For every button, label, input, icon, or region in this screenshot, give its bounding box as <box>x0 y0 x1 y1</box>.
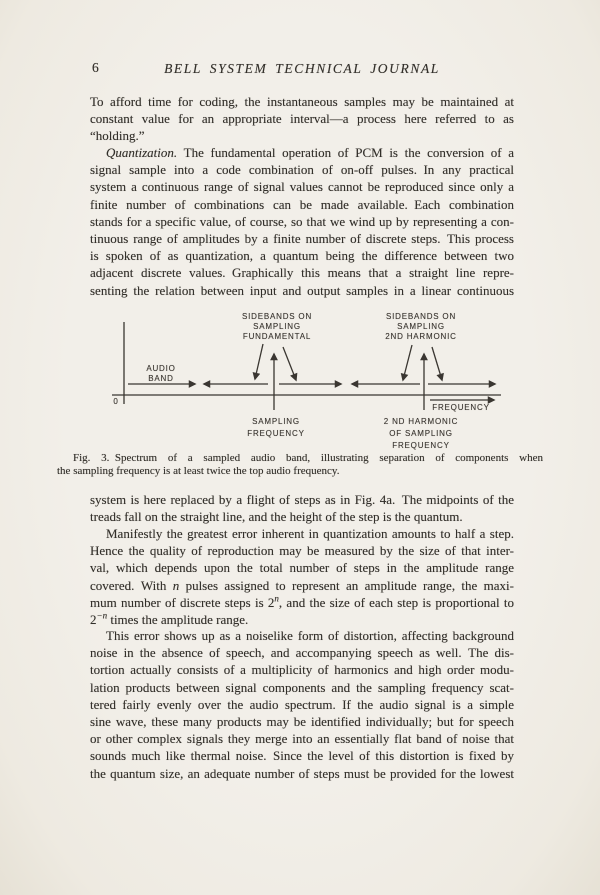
superscript-minus-n: −n <box>96 610 108 621</box>
text-line: val, which depends upon the total number of steps in the amplitude range <box>90 560 514 576</box>
figure-caption <box>57 452 543 477</box>
caption-line: Fig. 3. Spectrum of a sampled audio band, illustrating separation of components when <box>73 452 543 464</box>
svg-text:SAMPLING: SAMPLING <box>252 417 300 426</box>
text-line: finite number of combinations can be made available. Each combination <box>90 196 514 212</box>
text-line: system a continuous range of signal values cannot be reproduced since only a <box>90 179 514 195</box>
paragraph-quantization-error <box>90 525 514 628</box>
svg-text:BAND: BAND <box>148 374 174 383</box>
callout-arrow <box>255 344 263 379</box>
text-line: is spoken of as quantization, a quantum being the difference between two <box>90 248 514 264</box>
paragraph-noise-distortion <box>90 627 514 782</box>
text-line: the quantum size, an adequate number of steps must be provided for the lowest <box>90 765 514 781</box>
paragraph-quantization <box>90 144 514 299</box>
text-line: This error shows up as a noiselike form of distortion, affecting background <box>106 628 514 643</box>
sidebands-harmonic-label <box>385 312 456 341</box>
text-line: mum number of discrete steps is 2$^n$, and the size of each step is proportional to <box>90 593 514 610</box>
text-line: Quantization. The fundamental operation of PCM is the conversion of a <box>106 145 514 160</box>
svg-text:FUNDAMENTAL: FUNDAMENTAL <box>242 332 312 341</box>
axis-origin-label: 0 <box>113 397 119 406</box>
text-line: tinuous range of amplitudes by a finite number of discrete steps. This process <box>90 231 514 247</box>
text-line: $2^{-n}$ times the amplitude range. <box>90 610 249 628</box>
audio-band-label <box>146 364 175 383</box>
text-line: tered fairly evenly over the audio spectrum. If the audio signal is a simple <box>90 696 514 712</box>
svg-text:OF SAMPLING: OF SAMPLING <box>389 429 453 438</box>
text-line: system is here replaced by a flight of steps as in Fig. 4a. The midpoints of the <box>90 492 514 507</box>
svg-text:2 ND HARMONIC: 2 ND HARMONIC <box>383 417 459 426</box>
text-line: “holding.” <box>90 128 145 144</box>
svg-text:2ND HARMONIC: 2ND HARMONIC <box>385 332 457 341</box>
svg-text:SAMPLING: SAMPLING <box>397 322 445 331</box>
paragraph-holding <box>90 93 514 145</box>
superscript-n: n <box>274 593 279 604</box>
lead-word-italic: Quantization. <box>106 145 178 160</box>
svg-text:SIDEBANDS ON: SIDEBANDS ON <box>241 312 313 321</box>
svg-text:SAMPLING: SAMPLING <box>253 322 301 331</box>
svg-text:FREQUENCY: FREQUENCY <box>392 441 450 450</box>
svg-text:AUDIO: AUDIO <box>146 364 176 373</box>
callout-arrow <box>432 347 442 380</box>
sidebands-fundamental-label <box>242 312 312 341</box>
running-head <box>90 60 514 78</box>
text-line: noise in the absence of speech, and accompanying speech as well. The dis- <box>90 645 514 661</box>
paragraph-steps <box>90 491 514 525</box>
text-line: adjacent discrete values. Graphically this means that a straight line repre- <box>90 265 514 281</box>
caption-line: the sampling frequency is at least twice the top audio frequency. <box>57 464 340 477</box>
text-line: sine wave, these many products may be identified individually; but for speech <box>90 714 514 730</box>
harmonic-of-sampling-label <box>384 417 458 450</box>
text-line: treads fall on the straight line, and the height of the step is the quantum. <box>90 509 463 525</box>
figure-spectrum-diagram <box>55 303 515 455</box>
frequency-axis-label: FREQUENCY <box>432 403 490 412</box>
page-number: 6 <box>92 60 99 75</box>
text-line: To afford time for coding, the instantaneous samples may be maintained at <box>90 94 514 109</box>
svg-text:FREQUENCY: FREQUENCY <box>247 429 305 438</box>
text-line: covered. With n pulses assigned to represent an amplitude range, the maxi- <box>90 577 514 593</box>
callout-arrow <box>283 347 296 380</box>
text-line: Hence the quality of reproduction may be measured by the size of that inter- <box>90 543 514 559</box>
svg-text:SIDEBANDS ON: SIDEBANDS ON <box>385 312 457 321</box>
text-line: signal sample into a code combination of on-off pulses. In any practical <box>90 162 514 178</box>
variable-n: n <box>172 577 180 593</box>
text-line: tortion actually consists of a multiplicity of harmonics and high order modu- <box>90 662 514 678</box>
text-line: lation products between signal components and the sampling frequency scat- <box>90 679 514 695</box>
text-line: constant value for an appropriate interval—a process here referred to as <box>90 111 514 127</box>
text-line: senting the relation between input and output samples in a linear continuous <box>90 282 514 298</box>
callout-arrow <box>403 345 412 380</box>
text-line: or other complex signals they merge into an essentially flat band of noise that <box>90 731 514 747</box>
text-line: stands for a specific value, of course, so that we wind up by representing a con- <box>90 213 514 229</box>
journal-title: BELL SYSTEM TECHNICAL JOURNAL <box>164 61 440 76</box>
sampling-frequency-label <box>247 417 304 438</box>
text-line: sounds much like thermal noise. Since the level of this distortion is fixed by <box>90 748 514 764</box>
text-line: Manifestly the greatest error inherent in quantization amounts to half a step. <box>106 526 514 541</box>
